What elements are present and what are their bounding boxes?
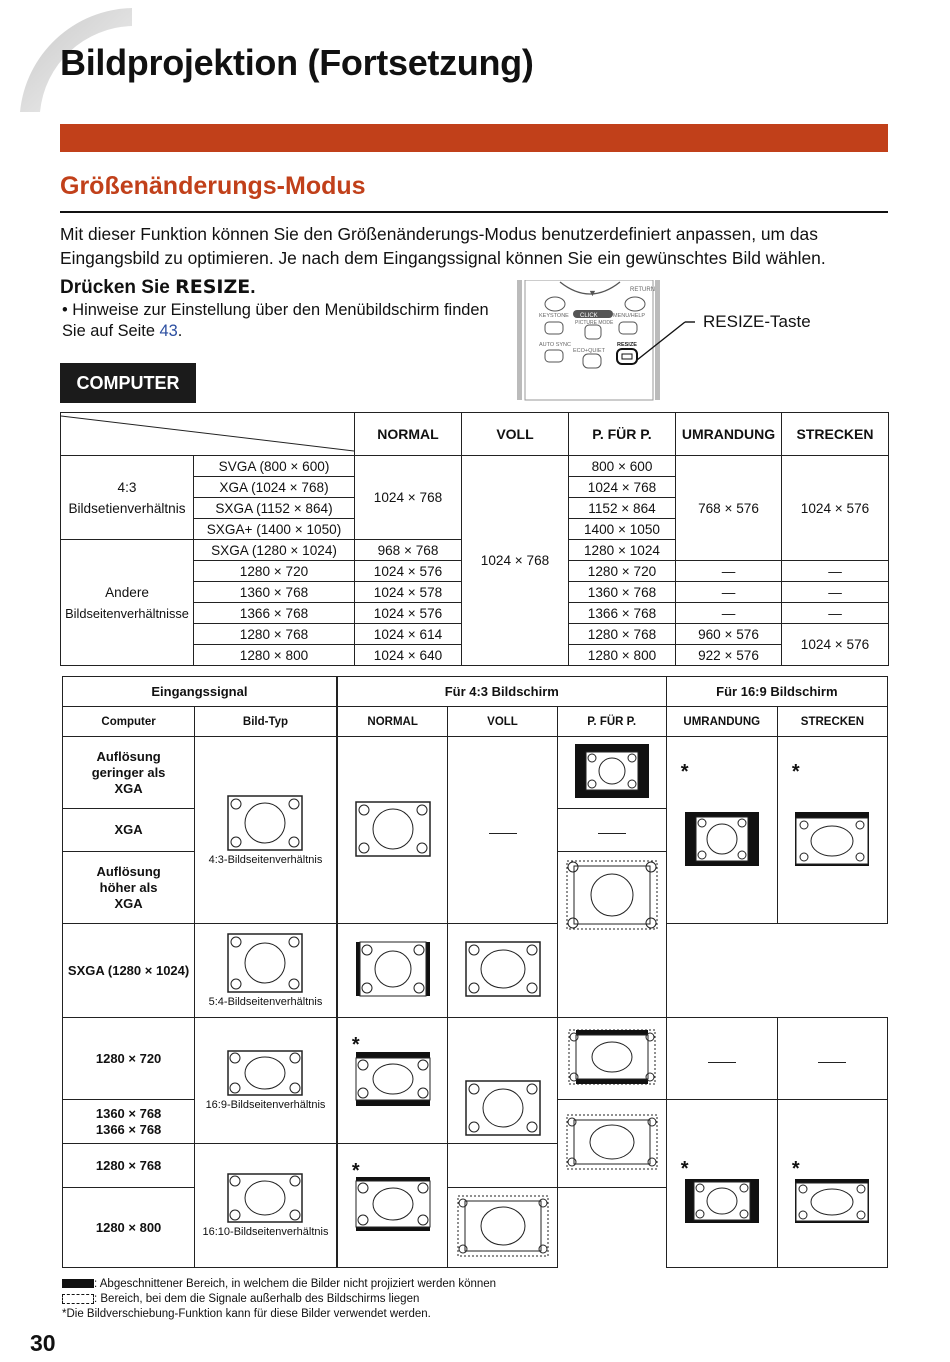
t2-voll-169	[448, 1018, 557, 1144]
table1-signal: 1280 × 720	[194, 561, 355, 582]
t2-star: *	[791, 1158, 800, 1180]
table1-header-pp: P. FÜR P.	[569, 413, 676, 456]
table1-pp: 1024 × 768	[569, 477, 676, 498]
t2-normal: NORMAL	[337, 707, 448, 737]
screen-pp-800-icon	[457, 1195, 549, 1257]
press-prefix: Drücken Sie	[60, 277, 176, 298]
screen-voll-169-icon	[465, 1080, 541, 1136]
table1-header-strecken: STRECKEN	[782, 413, 889, 456]
table1-pp: 1280 × 1024	[569, 540, 676, 561]
t2-umr-43	[666, 737, 777, 924]
t2-normal-169	[337, 1018, 448, 1144]
table1-signal: SVGA (800 × 600)	[194, 456, 355, 477]
table1-header-voll: VOLL	[462, 413, 569, 456]
t2-star: *	[680, 1158, 689, 1180]
screen-pp-720-icon	[568, 1029, 656, 1085]
table1-normal: 1024 × 576	[355, 603, 462, 624]
table1-umr: —	[676, 582, 782, 603]
remote-illustration	[515, 280, 695, 402]
resize-image-table	[62, 676, 888, 1268]
t2-pp-800	[448, 1188, 557, 1268]
table1-pp: 1360 × 768	[569, 582, 676, 603]
header-bar	[60, 124, 888, 152]
t2-type-169-label: 16:9-Bildseitenverhältnis	[205, 1099, 326, 1111]
page-number: 30	[30, 1330, 56, 1356]
t2-type-54	[195, 924, 337, 1018]
t2-star: *	[351, 1160, 360, 1182]
table1-pp: 1366 × 768	[569, 603, 676, 624]
dash-icon	[489, 833, 517, 834]
dash-icon	[598, 833, 626, 834]
table1-group-43-line2: Bildsetienverhältnis	[68, 500, 186, 516]
t2-type-169	[195, 1018, 337, 1144]
screen-normal-169-icon	[355, 1051, 431, 1107]
table1-pp: 1280 × 768	[569, 624, 676, 645]
legend-black-swatch	[62, 1279, 94, 1288]
table1-signal: SXGA (1152 × 864)	[194, 498, 355, 519]
t2-pp-720	[557, 1018, 666, 1100]
table1-normal: 1024 × 576	[355, 561, 462, 582]
remote-click-label: CLICK	[580, 313, 598, 319]
hint-text	[62, 300, 492, 342]
t2-umr: UMRANDUNG	[666, 707, 777, 737]
legend-note: *Die Bildverschiebung-Funktion kann für diese Bilder verwendet werden.	[62, 1308, 431, 1320]
t2-fuer43: Für 4:3 Bildschirm	[337, 677, 666, 707]
screen-pp-1360-icon	[566, 1114, 658, 1170]
t2-row-800: 1280 × 800	[63, 1188, 195, 1268]
remote-autosync-label: AUTO SYNC	[539, 342, 571, 348]
t2-str-720	[777, 1018, 887, 1100]
t2-pp-low	[557, 737, 666, 809]
remote-eco-label: ECO+QUIET	[573, 348, 605, 354]
t2-row-1366-label: 1366 × 768	[95, 1121, 162, 1137]
intro-text: Mit dieser Funktion können Sie den Größenänderungs-Modus benutzerdefiniert anpassen, um das Eingangsbild zu optimieren. Je nach dem Eingangssignal können Sie ein gewünschtes Bild wählen.	[60, 224, 826, 268]
t2-row-high	[63, 852, 195, 924]
table1-signal: 1280 × 800	[194, 645, 355, 666]
table1-corner	[61, 413, 355, 456]
t2-row-1360	[63, 1100, 195, 1144]
table1-umr: 960 × 576	[676, 624, 782, 645]
table1-umr-43: 768 × 576	[676, 456, 782, 561]
screen-pp-low-icon	[574, 743, 650, 799]
screen-umr-wide-icon	[684, 1178, 760, 1224]
legend-outside-text: : Bereich, bei dem die Signale außerhalb des Bildschirms liegen	[94, 1293, 420, 1305]
t2-str-43	[777, 737, 887, 924]
t2-row-1360-label: 1360 × 768	[95, 1105, 162, 1121]
table1-normal: 1024 × 640	[355, 645, 462, 666]
t2-star: *	[351, 1034, 360, 1056]
table1-pp: 1400 × 1050	[569, 519, 676, 540]
remote-resize-label: RESIZE	[617, 342, 637, 348]
table1-group-other-line2: Bildseitenverhältnisse	[65, 605, 189, 621]
t2-fuer169: Für 16:9 Bildschirm	[666, 677, 887, 707]
resize-resolution-table	[60, 412, 889, 666]
screen-normal-1610-icon	[355, 1176, 431, 1232]
t2-str-wide	[777, 1100, 887, 1268]
t2-type-43-label: 4:3-Bildseitenverhältnis	[208, 853, 323, 866]
t2-pp-xga	[557, 809, 666, 852]
t2-voll: VOLL	[448, 707, 557, 737]
screen-54-icon	[227, 933, 303, 993]
t2-str: STRECKEN	[777, 707, 887, 737]
legend-cropped	[62, 1278, 496, 1290]
t2-type-1610-label: 16:10-Bildseitenverhältnis	[202, 1226, 329, 1238]
remote-menu-label: MENU/HELP	[613, 313, 646, 319]
screen-normal-icon	[355, 801, 431, 857]
remote-return-label: RETURN	[630, 287, 655, 293]
t2-row-sxga: SXGA (1280 × 1024)	[63, 924, 195, 1018]
table1-normal: 968 × 768	[355, 540, 462, 561]
t2-voll-54	[448, 924, 557, 1018]
legend-outside	[62, 1293, 419, 1305]
table1-umr: —	[676, 561, 782, 582]
legend-cropped-text: : Abgeschnittener Bereich, in welchem die Bilder nicht projiziert werden können	[94, 1278, 497, 1290]
t2-row-low	[63, 737, 195, 809]
t2-umr-wide	[666, 1100, 777, 1268]
screen-str-wide-icon	[794, 1178, 870, 1224]
svg-text:▼: ▼	[588, 288, 597, 298]
legend-dotted-swatch	[62, 1294, 94, 1304]
table1-signal: SXGA (1280 × 1024)	[194, 540, 355, 561]
t2-pp-high	[557, 852, 666, 1018]
t2-normal-1610	[337, 1144, 448, 1268]
table1-group-other	[61, 540, 194, 666]
page-title: Bildprojektion (Fortsetzung)	[60, 42, 534, 83]
table1-umr: —	[676, 603, 782, 624]
table1-pp: 1280 × 800	[569, 645, 676, 666]
table1-pp: 1280 × 720	[569, 561, 676, 582]
table1-str-wide: 1024 × 576	[782, 624, 889, 666]
table1-signal: SXGA+ (1400 × 1050)	[194, 519, 355, 540]
table1-signal: XGA (1024 × 768)	[194, 477, 355, 498]
press-suffix: .	[250, 277, 256, 298]
t2-type-1610	[195, 1144, 337, 1268]
screen-pp-high-icon	[566, 860, 658, 930]
screen-43-icon	[227, 795, 303, 851]
table1-signal: 1280 × 768	[194, 624, 355, 645]
t2-normal-54	[337, 924, 448, 1018]
t2-bildtyp: Bild-Typ	[195, 707, 337, 737]
t2-pp: P. FÜR P.	[557, 707, 666, 737]
screen-169-icon	[227, 1050, 303, 1096]
press-instruction	[60, 276, 256, 299]
t2-voll-43	[448, 737, 557, 924]
remote-callout-label: RESIZE-Taste	[703, 312, 811, 331]
t2-type-43	[195, 737, 337, 924]
table1-signal: 1366 × 768	[194, 603, 355, 624]
section-title: Größenänderungs-Modus	[60, 172, 366, 200]
t2-star: *	[680, 761, 689, 783]
table1-normal-43: 1024 × 768	[355, 456, 462, 540]
table1-group-43-line1: 4:3	[117, 479, 137, 495]
t2-row-high-label: Auflösung höher als XGA	[96, 863, 161, 911]
table1-str: —	[782, 603, 889, 624]
table1-normal: 1024 × 614	[355, 624, 462, 645]
table1-umr: 922 × 576	[676, 645, 782, 666]
t2-row-720: 1280 × 720	[63, 1018, 195, 1100]
press-key: RESIZE	[175, 276, 251, 298]
table1-str: —	[782, 582, 889, 603]
screen-str-43-icon	[794, 811, 870, 867]
t2-normal-43	[337, 737, 448, 924]
t2-star: *	[791, 761, 800, 783]
remote-picture-label: PICTURE MODE	[575, 320, 614, 326]
table1-header-umrandung: UMRANDUNG	[676, 413, 782, 456]
screen-normal-54-icon	[355, 941, 431, 997]
table1-group-43	[61, 456, 194, 540]
screen-voll-54-icon	[465, 941, 541, 997]
hint-body: • Hinweise zur Einstellung über den Menübildschirm finden Sie auf Seite	[62, 301, 489, 340]
screen-umr-43-icon	[684, 811, 760, 867]
dash-icon	[818, 1062, 846, 1063]
t2-row-768: 1280 × 768	[63, 1144, 195, 1188]
t2-type-54-label: 5:4-Bildseitenverhältnis	[208, 996, 323, 1008]
hint-page-link[interactable]: 43	[159, 322, 178, 340]
dash-icon	[708, 1062, 736, 1063]
t2-umr-720	[666, 1018, 777, 1100]
table1-pp: 1152 × 864	[569, 498, 676, 519]
t2-computer: Computer	[63, 707, 195, 737]
table1-voll: 1024 × 768	[462, 456, 569, 666]
remote-keystone-label: KEYSTONE	[539, 313, 569, 319]
t2-pp-1360	[557, 1100, 666, 1188]
table1-signal: 1360 × 768	[194, 582, 355, 603]
section-divider	[60, 211, 888, 213]
computer-tag: COMPUTER	[60, 363, 196, 403]
screen-1610-icon	[227, 1173, 303, 1223]
t2-row-low-label: Auflösung geringer als XGA	[91, 748, 166, 796]
table1-header-normal: NORMAL	[355, 413, 462, 456]
table1-str-43: 1024 × 576	[782, 456, 889, 561]
table1-normal: 1024 × 578	[355, 582, 462, 603]
table1-pp: 800 × 600	[569, 456, 676, 477]
table1-str: —	[782, 561, 889, 582]
t2-row-xga: XGA	[63, 809, 195, 852]
hint-end: .	[177, 322, 183, 340]
t2-eingangssignal: Eingangssignal	[63, 677, 337, 707]
table1-group-other-line1: Andere	[105, 584, 149, 600]
